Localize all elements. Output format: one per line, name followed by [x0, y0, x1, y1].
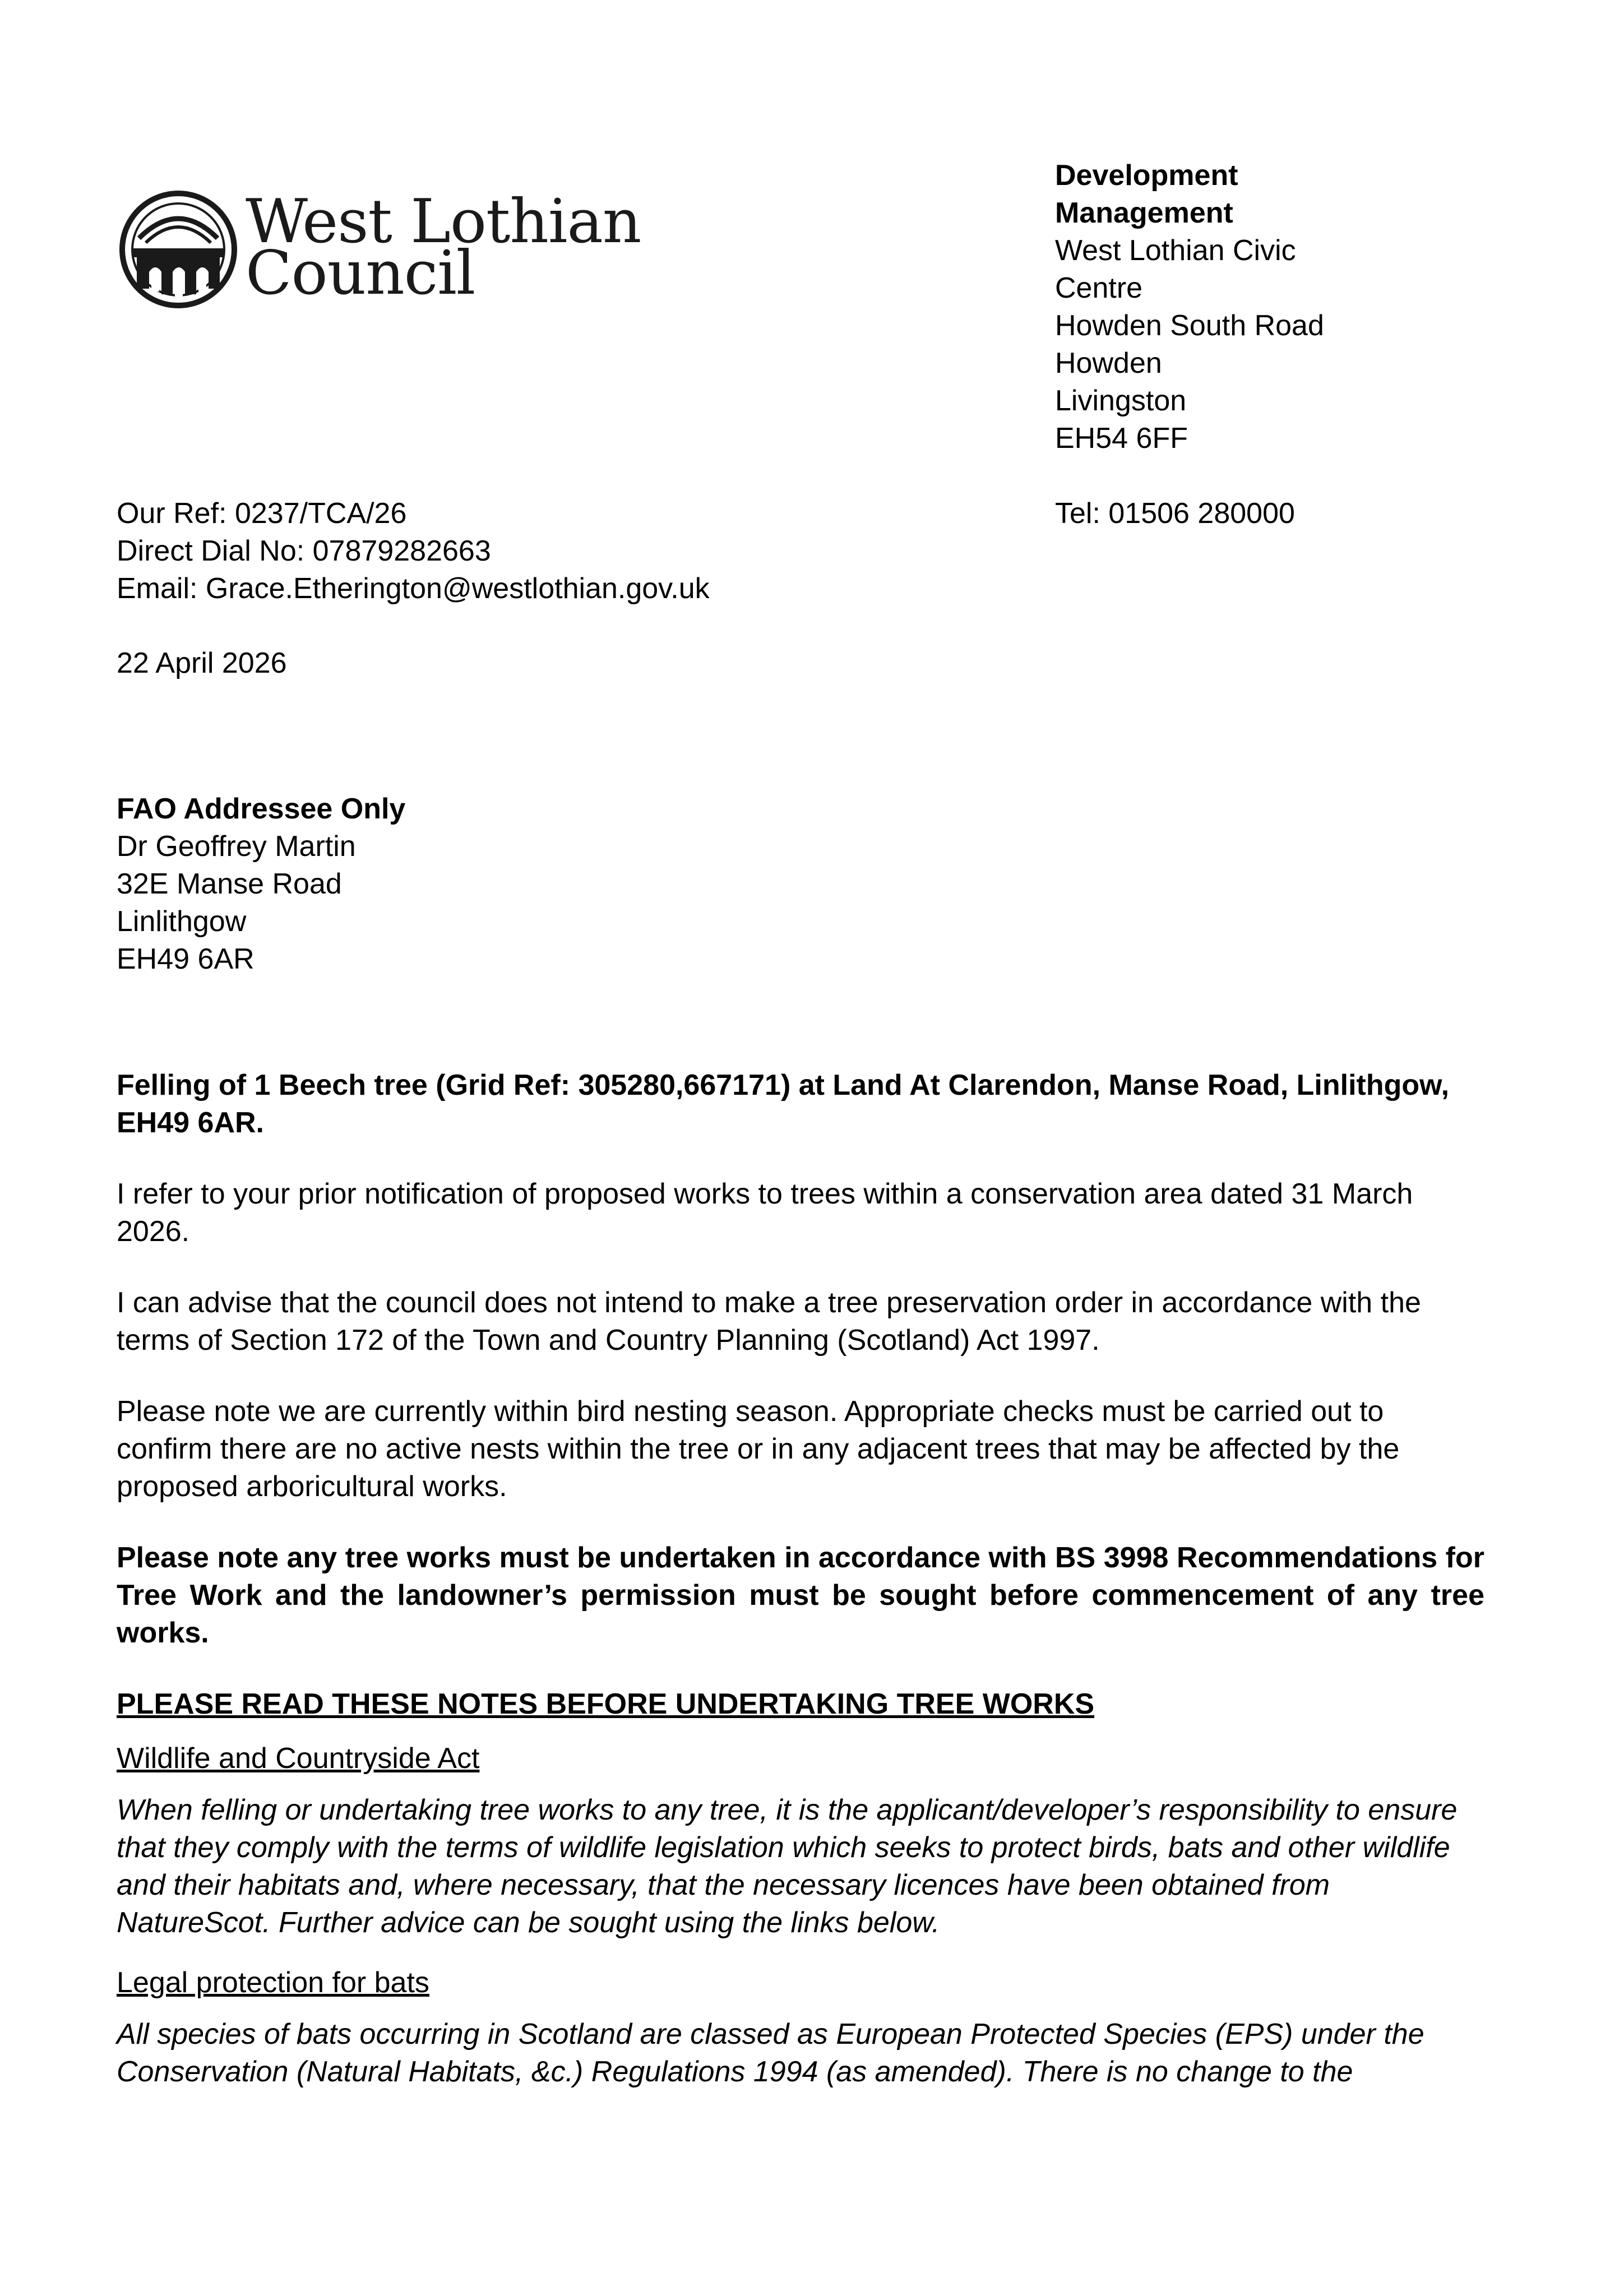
reference-block: [117, 495, 1014, 608]
sender-address-line: EH54 6FF: [1055, 422, 1188, 455]
our-reference: Our Ref: 0237/TCA/26: [117, 497, 407, 530]
direct-dial: Direct Dial No: 07879282663: [117, 535, 491, 567]
sender-address: [1055, 157, 1503, 457]
wildlife-act-heading: Wildlife and Countryside Act: [117, 1742, 480, 1775]
letter-date: 22 April 2026: [117, 647, 287, 679]
bats-text: All species of bats occurring in Scotland are classed as European Protected Species (EPS) under the Conservation (Natural Habitats, &c.) Regulations 1994 (as amended). There is no change to the: [117, 2018, 1424, 2088]
bridge-emblem-icon: [117, 188, 240, 311]
letter-body: [117, 1067, 1484, 2091]
bats-heading: Legal protection for bats: [117, 1966, 429, 1999]
recipient-line: Dr Geoffrey Martin: [117, 830, 356, 863]
paragraph-bs3998-notice: Please note any tree works must be undertaken in accordance with BS 3998 Recommendations for Tree Work and the landowner’s permission must be sought before commencement of any tree works.: [117, 1542, 1484, 1649]
sender-address-line: West Lothian Civic: [1055, 234, 1296, 267]
recipient-address: [117, 790, 901, 978]
wildlife-act-text: When felling or undertaking tree works to any tree, it is the applicant/developer’s responsibility to ensure that they comply with the terms of wildlife legislation which seeks to protect birds, bats and other wildlife and their habitats and, where necessary, that the necessary licences have been obtained from NatureScot. Further advice can be sought using the links below.: [117, 1794, 1458, 1939]
logo-text-west-lothian: West Lothian: [246, 187, 641, 257]
logo-text-council: Council: [246, 238, 475, 308]
paragraph-bird-nesting: Please note we are currently within bird nesting season. Appropriate checks must be carried out to confirm there are no active nests within the tree or in any adjacent trees that may be affected by the proposed arboricultural works.: [117, 1395, 1400, 1503]
recipient-line: EH49 6AR: [117, 943, 255, 975]
sender-address-line: Howden: [1055, 347, 1162, 379]
sender-telephone: Tel: 01506 280000: [1055, 497, 1295, 530]
recipient-line: 32E Manse Road: [117, 868, 342, 900]
sender-department-line1: Development: [1055, 159, 1238, 192]
recipient-line: Linlithgow: [117, 905, 247, 938]
recipient-fao: FAO Addressee Only: [117, 793, 406, 825]
sender-department-line2: Management: [1055, 197, 1233, 229]
council-logo: [117, 187, 641, 322]
sender-address-line: Centre: [1055, 272, 1143, 304]
notes-heading: PLEASE READ THESE NOTES BEFORE UNDERTAKING TREE WORKS: [117, 1688, 1095, 1720]
paragraph-prior-notification: I refer to your prior notification of proposed works to trees within a conservation area dated 31 March 2026.: [117, 1178, 1413, 1248]
letter-subject: Felling of 1 Beech tree (Grid Ref: 305280,667171) at Land At Clarendon, Manse Road, Linlithgow, EH49 6AR.: [117, 1069, 1450, 1139]
sender-address-line: Howden South Road: [1055, 309, 1324, 342]
contact-email: Email: Grace.Etherington@westlothian.gov.uk: [117, 572, 710, 605]
sender-address-line: Livingston: [1055, 385, 1187, 417]
paragraph-tpo-decision: I can advise that the council does not intend to make a tree preservation order in accordance with the terms of Section 172 of the Town and Country Planning (Scotland) Act 1997.: [117, 1286, 1421, 1357]
